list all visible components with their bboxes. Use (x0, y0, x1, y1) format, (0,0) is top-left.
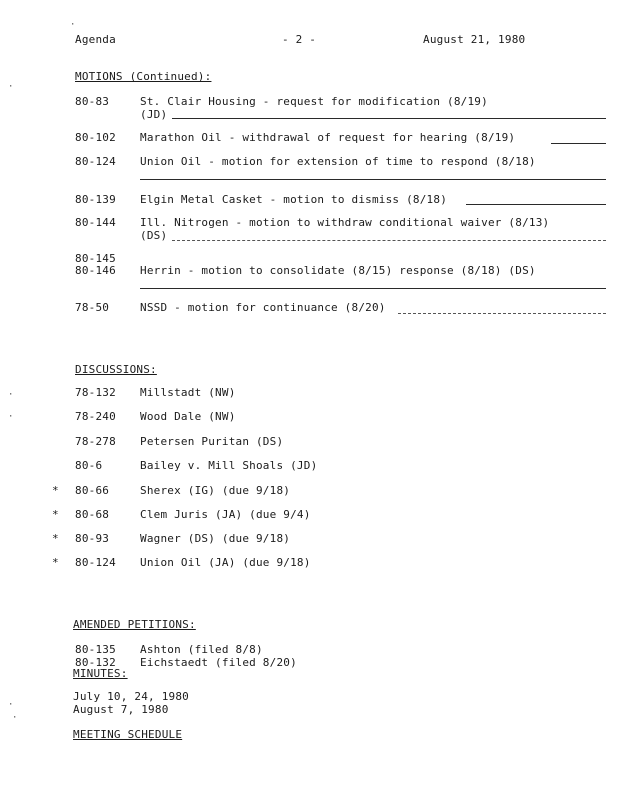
discussions-heading: DISCUSSIONS: (75, 363, 157, 376)
motion-text: Ill. Nitrogen - motion to withdraw conditional waiver (8/13) (140, 216, 550, 229)
discussion-text: Millstadt (NW) (140, 386, 236, 399)
minutes-line: July 10, 24, 1980 (73, 690, 189, 703)
motion-text: Elgin Metal Casket - motion to dismiss (8/18) (140, 193, 448, 206)
fill-line (140, 288, 606, 289)
motion-text: St. Clair Housing - request for modification (8/19) (140, 95, 488, 108)
discussion-text: Sherex (IG) (due 9/18) (140, 484, 291, 497)
star-marker: * (52, 532, 59, 545)
star-marker: * (52, 484, 59, 497)
motion-text: Herrin - motion to consolidate (8/15) response (8/18) (DS) (140, 264, 536, 277)
fill-line (140, 179, 606, 180)
discussion-text: Wagner (DS) (due 9/18) (140, 532, 291, 545)
fill-line (398, 313, 606, 314)
discussion-text: Clem Juris (JA) (due 9/4) (140, 508, 311, 521)
fill-line (172, 240, 606, 241)
motion-sub: (DS) (140, 229, 168, 242)
discussion-text: Bailey v. Mill Shoals (JD) (140, 459, 318, 472)
petition-text: Ashton (filed 8/8) (140, 643, 263, 656)
motion-number: 78-50 (75, 301, 110, 314)
meeting-heading: MEETING SCHEDULE (73, 728, 183, 741)
header-left: Agenda (75, 33, 116, 46)
motion-text: NSSD - motion for continuance (8/20) (140, 301, 386, 314)
petition-number: 80-132 (75, 656, 116, 669)
discussion-number: 80-93 (75, 532, 110, 545)
page-number: - 2 - (282, 33, 317, 46)
motion-number: 80-139 (75, 193, 116, 206)
fill-line (551, 143, 606, 144)
scan-speck: · (8, 82, 14, 92)
motions-heading: MOTIONS (Continued): (75, 70, 212, 83)
fill-line (466, 204, 606, 205)
discussion-text: Wood Dale (NW) (140, 410, 236, 423)
star-marker: * (52, 508, 59, 521)
scan-speck: · (8, 700, 14, 710)
motion-number: 80-146 (75, 264, 116, 277)
minutes-heading: MINUTES: (73, 667, 128, 680)
discussion-number: 78-240 (75, 410, 116, 423)
scan-speck: · (8, 390, 14, 400)
petition-text: Eichstaedt (filed 8/20) (140, 656, 297, 669)
motion-number: 80-83 (75, 95, 110, 108)
discussion-text: Union Oil (JA) (due 9/18) (140, 556, 311, 569)
discussion-number: 80-68 (75, 508, 110, 521)
motion-sub: (JD) (140, 108, 168, 121)
scan-speck: · (8, 412, 14, 422)
motion-text: Marathon Oil - withdrawal of request for hearing (8/19) (140, 131, 516, 144)
amended-heading: AMENDED PETITIONS: (73, 618, 196, 631)
minutes-line: August 7, 1980 (73, 703, 169, 716)
motion-text: Union Oil - motion for extension of time to respond (8/18) (140, 155, 536, 168)
fill-line (172, 118, 606, 119)
discussion-number: 80-66 (75, 484, 110, 497)
discussion-number: 78-278 (75, 435, 116, 448)
scan-speck: · (70, 20, 76, 30)
motion-number: 80-145 (75, 252, 116, 265)
motion-number: 80-124 (75, 155, 116, 168)
discussion-number: 80-6 (75, 459, 103, 472)
motion-number: 80-102 (75, 131, 116, 144)
petition-number: 80-135 (75, 643, 116, 656)
star-marker: * (52, 556, 59, 569)
discussion-number: 78-132 (75, 386, 116, 399)
scan-speck: · (12, 713, 18, 723)
discussion-number: 80-124 (75, 556, 116, 569)
motion-number: 80-144 (75, 216, 116, 229)
discussion-text: Petersen Puritan (DS) (140, 435, 284, 448)
header-date: August 21, 1980 (423, 33, 526, 46)
